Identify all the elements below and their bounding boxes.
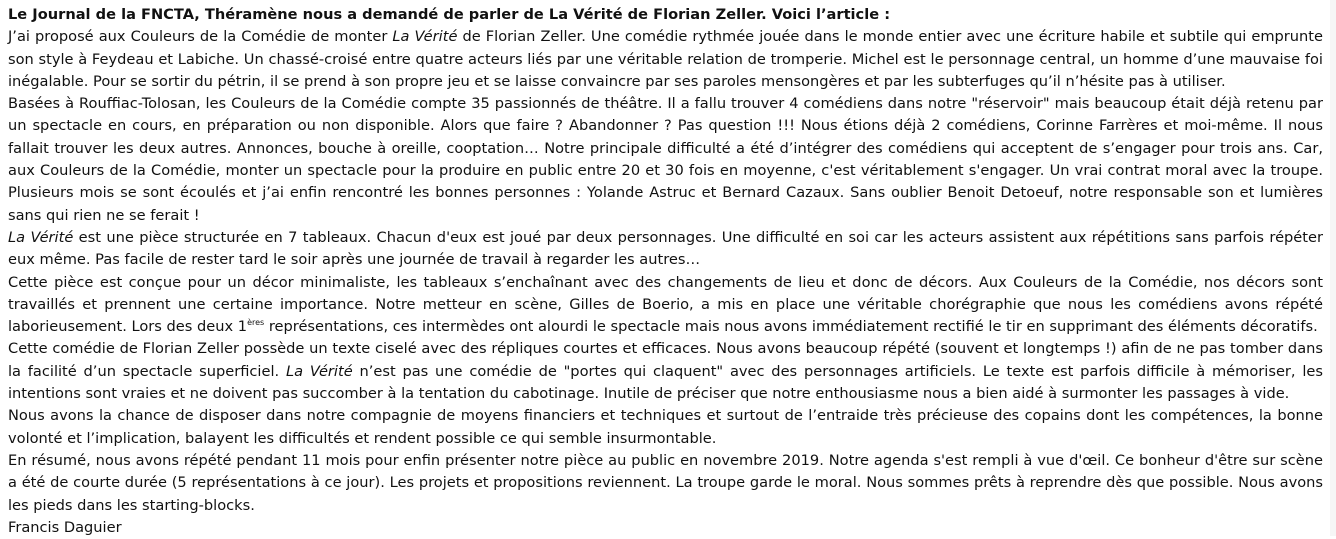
play-title: La Vérité	[392, 28, 458, 46]
page-edge	[1330, 0, 1336, 536]
article	[8, 4, 1323, 539]
paragraph-company: Nous avons la chance de disposer dans notre compagnie de moyens financiers et techniques et surtout de l’entraide très précieuse des copains dont les compétences, la bonne volonté et l’implication, balayent les difficultés et rendent possible ce qui semble insurmontable.	[8, 407, 1323, 447]
paragraph-intro-text-start: J’ai proposé aux Couleurs de la Comédie de monter	[8, 28, 393, 46]
paragraph-decor-text-start: Cette pièce est conçue pour un décor minimaliste, les tableaux s’enchaînant avec des changements de lieu et donc de décors. Aux Couleurs de la Comédie, nos décors sont travaillés et prennent une certaine importance. Notre metteur en scène, Gilles de Boerio, a mis en place une véritable chorégraphie que nous les comédiens avons répété laborieusement. Lors des deux 1	[8, 273, 1323, 336]
article-heading: Le Journal de la FNCTA, Théramène nous a demandé de parler de La Vérité de Florian Zeller. Voici l’article :	[8, 6, 891, 23]
superscript-ordinal: ères	[247, 318, 265, 328]
paragraph-intro-text-end: de Florian Zeller. Une comédie rythmée jouée dans le monde entier avec une écriture habile et subtile qui emprunte son style à Feydeau et Labiche. Un chassé-croisé entre quatre acteurs liés par une véritable relation de tromperie. Michel est le personnage central, un homme d’une mauvaise foi inégalable. Pour se sortir du pétrin, il se prend à son propre jeu et se laisse convaincre par ses paroles mensongères et par les subterfuges qu’il n’hésite pas à utiliser.	[8, 28, 1324, 90]
paragraph-text	[8, 338, 1323, 405]
paragraph-structure-text: est une pièce structurée en 7 tableaux. Chacun d'eux est joué par deux personnages. Une difficulté en soi car les acteurs assistent aux répétitions sans parfois répéter eux même. Pas facile de rester tard le soir après une journée de travail à regarder les autres…	[8, 228, 1323, 269]
paragraph-intro	[8, 26, 1323, 93]
paragraph-decor	[8, 272, 1323, 339]
paragraph-text-end: n’est pas une comédie de "portes qui claquent" avec des personnages artificiels. Le texte est parfois difficile à mémoriser, les intentions sont vraies et ne doivent pas succomber à la tentation du cabotinage. Inutile de préciser que notre enthousiasme nous a bien aidé à surmonter les passages à vide.	[8, 362, 1323, 403]
paragraph-text-start: Cette comédie de Florian Zeller possède un texte ciselé avec des répliques courtes et efficaces. Nous avons beaucoup répété (souvent et longtemps !) afin de ne pas tomber dans la facilité d’un spectacle superficiel.	[8, 340, 1323, 380]
paragraph-casting: Basées à Rouffiac-Tolosan, les Couleurs de la Comédie compte 35 passionnés de théâtre. Il a fallu trouver 4 comédiens dans notre "réservoir" mais beaucoup était déjà retenu par un spectacle en cours, en préparation ou non disponible. Alors que faire ? Abandonner ? Pas question !!! Nous étions déjà 2 comédiens, Corinne Farrères et moi-même. Il nous fallait trouver les deux autres. Annonces, bouche à oreille, cooptation… Notre principale difficulté a été d’intégrer des comédiens qui acceptent de s’engager pour trois ans. Car, aux Couleurs de la Comédie, monter un spectacle pour la produire en public entre 20 et 30 fois en moyenne, c'est véritablement s'engager. Un vrai contrat moral avec la troupe. Plusieurs mois se sont écoulés et j’ai enfin rencontré les bonnes personnes : Yolande Astruc et Bernard Cazaux. Sans oublier Benoit Detoeuf, notre responsable son et lumières sans qui rien ne se ferait !	[8, 95, 1323, 224]
play-title: La Vérité	[285, 362, 353, 380]
paragraph-decor-text-end: représentations, ces intermèdes ont alourdi le spectacle mais nous avons immédiatement rectifié le tir en supprimant des éléments décoratifs.	[264, 318, 1318, 336]
author-signature: Francis Daguier	[8, 518, 122, 536]
paragraph-summary: En résumé, nous avons répété pendant 11 mois pour enfin présenter notre pièce au public en novembre 2019. Notre agenda s'est rempli à vue d'œil. Ce bonheur d'être sur scène a été de courte durée (5 représentations à ce jour). Les projets et propositions reviennent. La troupe garde le moral. Nous sommes prêts à reprendre dès que possible. Nous avons les pieds dans les starting-blocks.	[8, 451, 1323, 514]
play-title: La Vérité	[8, 228, 74, 246]
paragraph-structure	[8, 227, 1323, 272]
